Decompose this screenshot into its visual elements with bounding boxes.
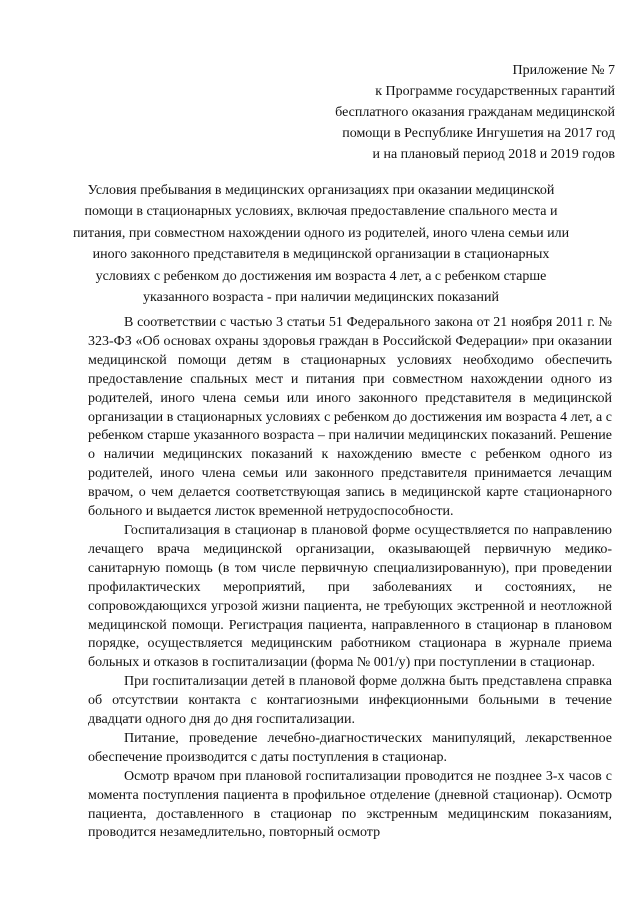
paragraph-examination: Осмотр врачом при плановой госпитализации проводится не позднее 3-х часов с момента поступления пациента в профильное отделение (дневной стационар). Осмотр пациента, доставленного в стационар по экстренным медицинским показаниям, проводится незамедлительно, повторный осмотр bbox=[88, 768, 612, 841]
appendix-line: помощи в Республике Ингушетия на 2017 год bbox=[342, 126, 615, 141]
paragraph-planned-hospitalization: Госпитализация в стационар в плановой форме осуществляется по направлению лечащего врача медицинской организации, оказывающей первичную медико-санитарную помощь (в том числе первичную специализированную), при проведении профилактических мероприятий, при заболеваниях и состояниях, не сопровождающихся угрозой жизни пациента, не требующих экстренной и неотложной медицинской помощи. Регистрация пациента, направленного в стационар в плановом порядке, осуществляется медицинским работником стационара в журнале приема больных и отказов в госпитализации (форма № 001/у) при поступлении в стационар. bbox=[88, 522, 612, 671]
title-line: помощи в стационарных условиях, включая предоставление спального места и bbox=[84, 204, 558, 220]
title-line: иного законного представителя в медицинской организации в стационарных bbox=[92, 247, 550, 263]
title-line: питания, при совместном нахождении одного из родителей, иного члена семьи или bbox=[72, 225, 570, 241]
paragraph-legal-basis: В соответствии с частью 3 статьи 51 Федерального закона от 21 ноября 2011 г. № 323-ФЗ «Об основах охраны здоровья граждан в Российской Федерации» при оказании медицинской помощи детям в стационарных условиях необходимо обеспечить предоставление спальных мест и питания при совместном нахождении одного из родителей, иного члена семьи или иного законного представителя в медицинской организации в стационарных условиях с ребенком до достижения им возраста 4 лет, а с ребенком старше указанного возраста – при наличии медицинских показаний. Решение о наличии медицинских показаний к нахождению вместе с ребенком одного из родителей, иного члена семьи или законного представителя принимается лечащим врачом, о чем делается соответствующая запись в медицинской карте стационарного больного и выдается листок временной нетрудоспособности. bbox=[88, 315, 612, 520]
appendix-header bbox=[195, 60, 615, 165]
appendix-line: Приложение № 7 bbox=[512, 63, 615, 78]
paragraph-contact-certificate: При госпитализации детей в плановой форме должна быть представлена справка об отсутствии контакта с контагиозными инфекционными больными в течение двадцати одного дня до дня госпитализации. bbox=[88, 674, 612, 728]
appendix-line: бесплатного оказания гражданам медицинской bbox=[335, 105, 615, 120]
paragraph-nutrition: Питание, проведение лечебно-диагностических манипуляций, лекарственное обеспечение производится с даты поступления в стационар. bbox=[88, 730, 612, 765]
appendix-line: к Программе государственных гарантий bbox=[375, 84, 615, 99]
title-line: условиях с ребенком до достижения им возраста 4 лет, а с ребенком старше bbox=[95, 268, 547, 284]
appendix-line: и на плановый период 2018 и 2019 годов bbox=[372, 147, 615, 162]
title-line: Условия пребывания в медицинских организациях при оказании медицинской bbox=[87, 183, 555, 198]
title-line: указанного возраста - при наличии медицинских показаний bbox=[143, 290, 499, 306]
document-title bbox=[62, 180, 580, 308]
document-body bbox=[88, 314, 612, 843]
